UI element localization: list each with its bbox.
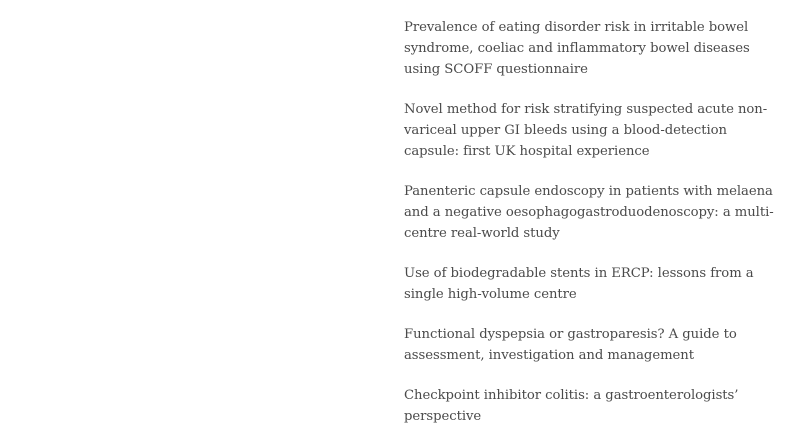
list-item <box>404 263 784 305</box>
list-item <box>404 17 784 80</box>
article-link-eating-disorder[interactable]: Prevalence of eating disorder risk in irritable bowel syndrome, coeliac and inflammatory bowel diseases using SCOFF questionnaire <box>404 20 750 77</box>
list-item <box>404 181 784 244</box>
article-link-functional-dyspepsia[interactable]: Functional dyspepsia or gastroparesis? A guide to assessment, investigation and management <box>404 327 737 363</box>
list-item <box>404 324 784 366</box>
list-item <box>404 99 784 162</box>
article-link-gi-bleeds-capsule[interactable]: Novel method for risk stratifying suspected acute non-variceal upper GI bleeds using a blood-detection capsule: first UK hospital experience <box>404 102 768 159</box>
article-list <box>404 17 784 446</box>
article-link-biodegradable-stents[interactable]: Use of biodegradable stents in ERCP: lessons from a single high-volume centre <box>404 266 754 302</box>
list-item <box>404 385 784 427</box>
article-link-panenteric-capsule[interactable]: Panenteric capsule endoscopy in patients with melaena and a negative oesophagogastroduodenoscopy: a multi-centre real-world study <box>404 184 774 241</box>
article-link-checkpoint-colitis[interactable]: Checkpoint inhibitor colitis: a gastroenterologists’ perspective <box>404 388 739 424</box>
